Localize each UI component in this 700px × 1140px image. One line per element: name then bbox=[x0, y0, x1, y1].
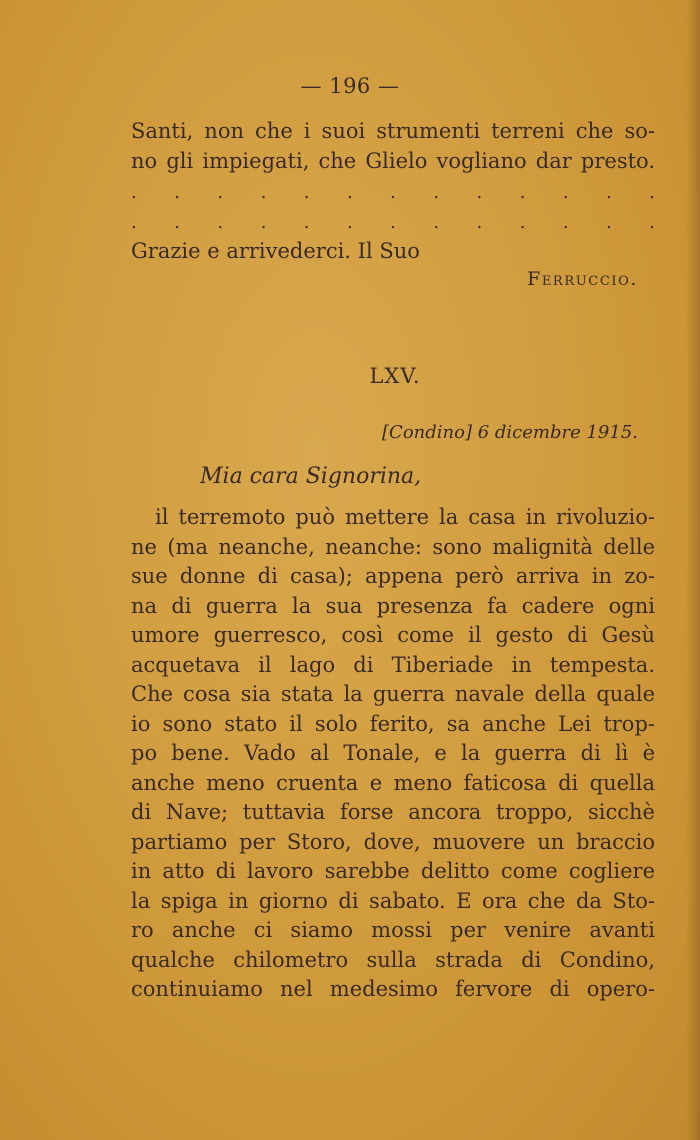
page-edge-shadow bbox=[686, 0, 700, 1140]
ellipsis-dot: . bbox=[476, 212, 483, 233]
ellipsis-dot: . bbox=[260, 212, 267, 233]
ellipsis-dot: . bbox=[174, 182, 180, 203]
text-line: continuiamo nel medesimo fervore di opero- bbox=[131, 977, 655, 1001]
text-line: sue donne di casa); appena però arriva in zo- bbox=[131, 564, 655, 588]
text-line: il terremoto può mettere la casa in rivoluzio- bbox=[155, 505, 655, 529]
text-line: partiamo per Storo, dove, muovere un braccio bbox=[131, 830, 655, 854]
page-number: — 196 — bbox=[300, 74, 400, 98]
ellipsis-dot: . bbox=[131, 182, 137, 203]
letter-number: LXV. bbox=[369, 364, 421, 388]
text-line: qualche chilometro sulla strada di Condino, bbox=[131, 948, 655, 972]
text-line: la spiga in giorno di sabato. E ora che da Sto- bbox=[131, 889, 655, 913]
ellipsis-row bbox=[131, 212, 655, 233]
ellipsis-dot: . bbox=[606, 182, 612, 203]
ellipsis-dot: . bbox=[217, 212, 224, 233]
text-line: ne (ma neanche, neanche: sono malignità delle bbox=[131, 535, 655, 559]
ellipsis-dot: . bbox=[217, 182, 224, 203]
ellipsis-dot: . bbox=[476, 182, 483, 203]
ellipsis-dot: . bbox=[131, 212, 137, 233]
ellipsis-dot: . bbox=[303, 212, 310, 233]
dateline: [Condino] 6 dicembre 1915. bbox=[382, 422, 638, 443]
text-line: po bene. Vado al Tonale, e la guerra di lì è bbox=[131, 741, 655, 765]
ellipsis-dot: . bbox=[174, 212, 180, 233]
ellipsis-dot: . bbox=[606, 212, 612, 233]
text-line: anche meno cruenta e meno faticosa di quella bbox=[131, 771, 655, 795]
text-line: Santi, non che i suoi strumenti terreni che so- bbox=[131, 119, 655, 143]
salutation: Mia cara Signorina, bbox=[200, 464, 422, 489]
text-line: umore guerresco, così come il gesto di Gesù bbox=[131, 623, 655, 647]
ellipsis-dot: . bbox=[346, 182, 353, 203]
text-line: acquetava il lago di Tiberiade in tempesta. bbox=[131, 653, 655, 677]
ellipsis-dot: . bbox=[562, 212, 569, 233]
signature: Ferruccio. bbox=[527, 268, 638, 290]
closing-line: Grazie e arrivederci. Il Suo bbox=[131, 239, 420, 263]
text-line: ro anche ci siamo mossi per venire avanti bbox=[131, 918, 655, 942]
ellipsis-dot: . bbox=[649, 212, 655, 233]
ellipsis-dot: . bbox=[390, 212, 396, 233]
ellipsis-dot: . bbox=[649, 182, 655, 203]
text-line: na di guerra la sua presenza fa cadere ogni bbox=[131, 594, 655, 618]
ellipsis-dot: . bbox=[390, 182, 396, 203]
ellipsis-dot: . bbox=[346, 212, 353, 233]
text-line: io sono stato il solo ferito, sa anche Lei trop- bbox=[131, 712, 655, 736]
ellipsis-dot: . bbox=[433, 212, 440, 233]
ellipsis-dot: . bbox=[562, 182, 569, 203]
ellipsis-dot: . bbox=[433, 182, 440, 203]
ellipsis-dot: . bbox=[519, 182, 526, 203]
text-line: Che cosa sia stata la guerra navale della quale bbox=[131, 682, 655, 706]
text-line: no gli impiegati, che Glielo vogliano dar presto. bbox=[131, 149, 655, 173]
text-line: in atto di lavoro sarebbe delitto come cogliere bbox=[131, 859, 655, 883]
ellipsis-dot: . bbox=[260, 182, 267, 203]
ellipsis-dot: . bbox=[519, 212, 526, 233]
text-line: di Nave; tuttavia forse ancora troppo, sicchè bbox=[131, 800, 655, 824]
ellipsis-dot: . bbox=[303, 182, 310, 203]
ellipsis-row bbox=[131, 182, 655, 203]
